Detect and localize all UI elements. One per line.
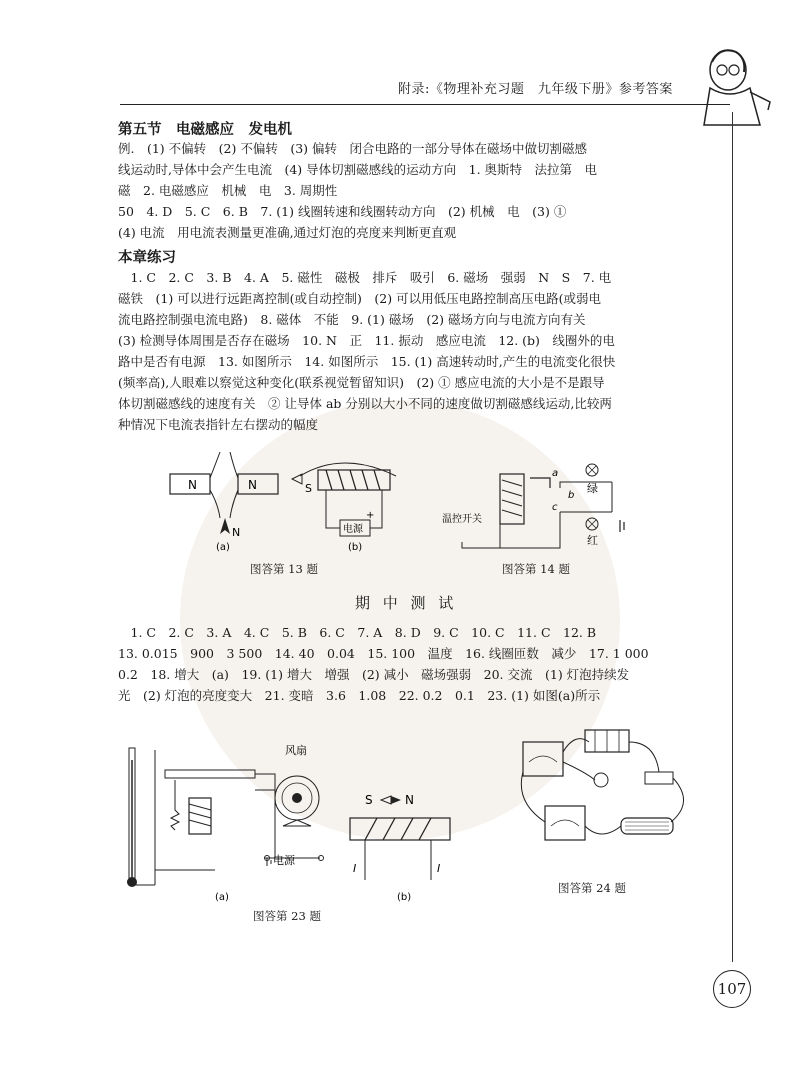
text-line: 线运动时,导体中会产生电流 (4) 导体切割磁感线的运动方向 1. 奥斯特 法拉第 电 <box>118 162 598 177</box>
section-title: 第五节 电磁感应 发电机 <box>118 121 292 138</box>
magnet-right-label: N <box>248 478 257 492</box>
pole-n: N <box>405 793 414 807</box>
fan-label: 风扇 <box>285 744 307 757</box>
text-line: (3) 检测导体周围是否存在磁场 10. N 正 11. 振动 感应电流 12. (b) 线圈外的电 <box>118 333 615 348</box>
text-line: 路中是否有电源 13. 如图所示 14. 如图所示 15. (1) 高速转动时,产生的电流变化很快 <box>118 354 616 369</box>
relay-armature <box>530 478 550 488</box>
field-lines <box>210 452 238 518</box>
page-number: 107 <box>713 970 751 1008</box>
compass-right <box>391 796 401 804</box>
contact-b: b <box>568 490 575 501</box>
solenoid-b-leads <box>365 840 431 880</box>
red-lamp-cross <box>588 520 596 528</box>
magnet-right <box>238 474 278 494</box>
fig23-b-label: (b) <box>397 892 412 903</box>
text-line: (频率高),人眼难以察觉这种变化(联系视觉暂留知识) (2) ① 感应电流的大小是不是跟导 <box>118 375 605 390</box>
electromagnet <box>189 798 211 834</box>
thermo-switch-label: 温控开关 <box>442 514 482 525</box>
midterm-answers <box>118 622 690 706</box>
compass-needle <box>220 518 230 534</box>
needle-label: N <box>232 526 241 539</box>
text-line: 磁铁 (1) 可以进行远距离控制(或自动控制) (2) 可以用低压电路控制高压电路(或弱电 <box>118 291 601 306</box>
contact-c: c <box>552 502 558 513</box>
figure-13-diagram <box>168 448 408 558</box>
fig13-b-label: (b) <box>348 542 363 553</box>
battery <box>620 520 624 532</box>
rheostat-winding <box>625 822 669 830</box>
coil-circuit <box>326 490 382 528</box>
text-line: 0.2 18. 增大 (a) 19. (1) 增大 增强 (2) 减小 磁场强弱 20. 交流 (1) 灯泡持续发 <box>118 667 630 682</box>
power-label: 电源 <box>273 854 295 867</box>
text-line: 50 4. D 5. C 6. B 7. (1) 线圈转速和线圈转动方向 (2) 机械 电 (3) ① <box>118 204 567 219</box>
spring <box>171 780 179 830</box>
voltmeter <box>523 742 563 776</box>
compass-left <box>381 796 391 804</box>
fig13-a-label: (a) <box>216 542 230 553</box>
figure-13-caption: 图答第 13 题 <box>250 562 318 576</box>
midterm-title: 期 中 测 试 <box>355 594 458 612</box>
solenoid-windings <box>326 470 380 490</box>
figure-14-diagram <box>442 458 642 558</box>
current-left: I <box>353 862 357 875</box>
connecting-wires <box>521 739 683 834</box>
header-rule <box>120 104 730 105</box>
magnet-left-label: N <box>188 478 197 492</box>
voltmeter-dial <box>529 756 557 762</box>
text-line: 体切割磁感线的速度有关 ② 让导体 ab 分别以大小不同的速度做切割磁感线运动,比较两 <box>118 396 612 411</box>
chapter-title: 本章练习 <box>118 249 176 266</box>
current-right: I <box>437 862 441 875</box>
coil-pole-label: S <box>305 482 312 495</box>
battery-cells <box>595 730 619 752</box>
running-header: 附录:《物理补充习题 九年级下册》参考答案 <box>398 82 673 97</box>
text-line: 光 (2) 灯泡的亮度变大 21. 变暗 3.6 1.08 22. 0.2 0.1 23. (1) 如图(a)所示 <box>118 688 601 703</box>
fan-base <box>283 820 311 826</box>
green-label: 绿 <box>587 482 598 495</box>
solenoid-b <box>350 818 450 840</box>
text-line: 流电路控制强电流电路) 8. 磁体 不能 9. (1) 磁场 (2) 磁场方向与电流方向有关 <box>118 312 586 327</box>
relay-coil <box>502 480 522 516</box>
fig23-a-label: (a) <box>215 892 229 903</box>
switch <box>645 772 673 784</box>
green-lamp-cross <box>588 466 596 474</box>
relay-frame <box>165 770 255 778</box>
text-line: 种情况下电流表指针左右摆动的幅度 <box>118 417 319 432</box>
text-line: 1. C 2. C 3. B 4. A 5. 磁性 磁极 排斥 吸引 6. 磁场 强弱 N S 7. 电 <box>118 270 612 285</box>
electromagnet-relay <box>500 474 524 524</box>
figure-23-diagram <box>125 740 465 905</box>
power-source-label: 电源 <box>343 524 363 535</box>
electromagnet-coil <box>189 804 211 826</box>
figure-24-caption: 图答第 24 题 <box>558 881 626 895</box>
cartoon-scientist-illustration <box>690 40 790 130</box>
ammeter <box>545 806 585 840</box>
text-line: 例. (1) 不偏转 (2) 不偏转 (3) 偏转 闭合电路的一部分导体在磁场中做切割磁感 <box>118 141 588 156</box>
chapter-answers <box>118 267 690 435</box>
solenoid-b-windings <box>365 818 431 840</box>
text-line: 1. C 2. C 3. A 4. C 5. B 6. C 7. A 8. D 9. C 10. C 11. C 12. B <box>118 625 597 640</box>
light-bulb <box>594 773 608 787</box>
pole-s: S <box>365 793 373 807</box>
margin-rule <box>732 112 733 962</box>
plus-sign: + <box>366 510 375 521</box>
red-label: 红 <box>587 534 598 547</box>
section5-answers <box>118 138 690 243</box>
ammeter-dial <box>551 820 579 826</box>
contact-a: a <box>552 468 559 479</box>
battery-wire <box>255 774 275 866</box>
text-line: 13. 0.015 900 3 500 14. 40 0.04 15. 100 温度 16. 线圈匝数 减少 17. 1 000 <box>118 646 649 661</box>
figure-23-caption: 图答第 23 题 <box>253 909 321 923</box>
fan-hub <box>292 793 302 803</box>
text-line: 磁 2. 电磁感应 机械 电 3. 周期性 <box>118 183 338 198</box>
figure-24-diagram <box>505 722 705 872</box>
text-line: (4) 电流 用电流表测量更准确,通过灯泡的亮度来判断更直观 <box>118 225 457 240</box>
figure-14-caption: 图答第 14 题 <box>502 562 570 576</box>
